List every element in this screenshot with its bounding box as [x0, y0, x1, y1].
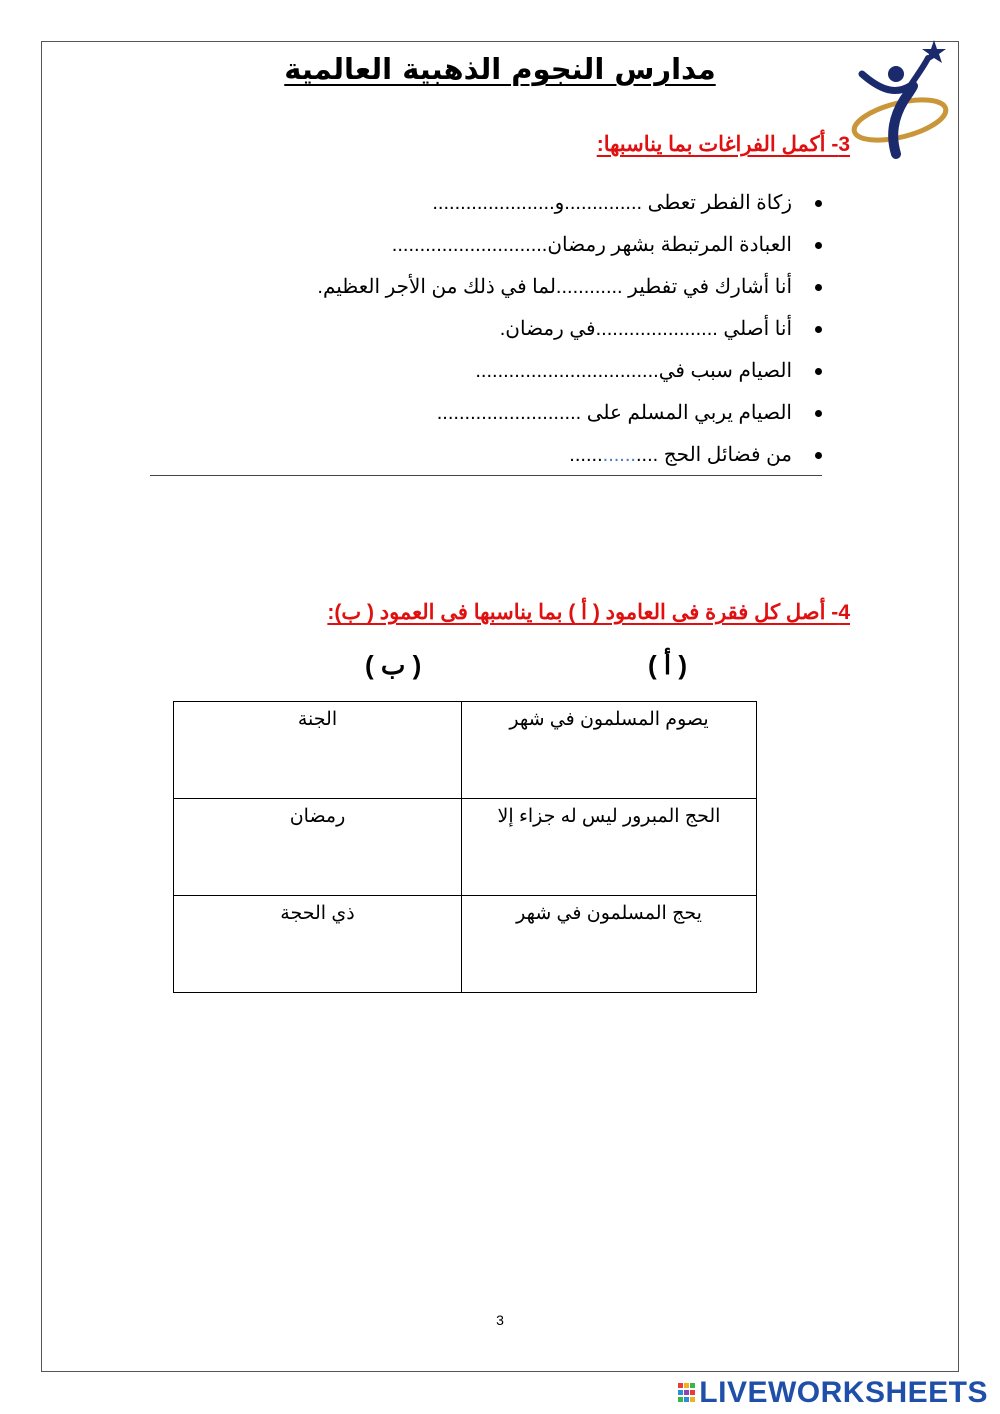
page-number: 3 — [496, 1312, 504, 1328]
watermark-text: LIVEWORKSHEETS — [699, 1376, 988, 1409]
star-person-logo-icon — [848, 36, 952, 164]
list-item[interactable] — [162, 182, 822, 224]
matching-table — [173, 701, 757, 993]
item-text-end: ...... — [569, 444, 603, 466]
item-blue-dots: ...... — [602, 444, 636, 466]
item-text: الصيام سبب في................................. — [475, 360, 792, 382]
list-item[interactable] — [162, 392, 822, 434]
list-item[interactable] — [162, 224, 822, 266]
table-row — [174, 702, 757, 799]
list-item[interactable] — [162, 434, 822, 476]
column-a-cell[interactable]: الحج المبرور ليس له جزاء إلا — [462, 799, 757, 896]
list-item[interactable] — [162, 350, 822, 392]
column-b-cell[interactable]: ذي الحجة — [174, 896, 462, 993]
liveworksheets-logo-icon — [677, 1381, 697, 1405]
item-text: زكاة الفطر تعطى ..............و...................... — [432, 192, 792, 214]
section4-heading: 4- أصل كل فقرة فى العامود ( أ ) بما يناسبها فى العمود ( ب): — [327, 601, 850, 624]
section3-heading: 3- أكمل الفراغات بما يناسبها: — [596, 133, 850, 156]
table-row — [174, 896, 757, 993]
table-row — [174, 799, 757, 896]
fill-blanks-list — [162, 182, 822, 476]
column-a-label: ( أ ) — [648, 650, 687, 680]
column-b-label: ( ب ) — [365, 650, 422, 680]
column-a-cell[interactable]: يصوم المسلمون في شهر — [462, 702, 757, 799]
section-divider — [150, 475, 822, 476]
column-b-cell[interactable]: الجنة — [174, 702, 462, 799]
list-item[interactable] — [162, 266, 822, 308]
list-item[interactable] — [162, 308, 822, 350]
item-text: أنا أشارك في تفطير ............لما في ذلك من الأجر العظيم. — [317, 276, 792, 298]
item-text: أنا أصلي ......................في رمضان. — [499, 318, 792, 340]
liveworksheets-watermark — [677, 1376, 988, 1410]
column-b-cell[interactable]: رمضان — [174, 799, 462, 896]
column-a-cell[interactable]: يحج المسلمون في شهر — [462, 896, 757, 993]
school-title: مدارس النجوم الذهبية العالمية — [284, 52, 716, 86]
item-text: العبادة المرتبطة بشهر رمضان............................ — [391, 234, 792, 256]
item-text: الصيام يربي المسلم على .......................... — [436, 402, 792, 424]
item-text: من فضائل الحج .... — [635, 444, 792, 466]
